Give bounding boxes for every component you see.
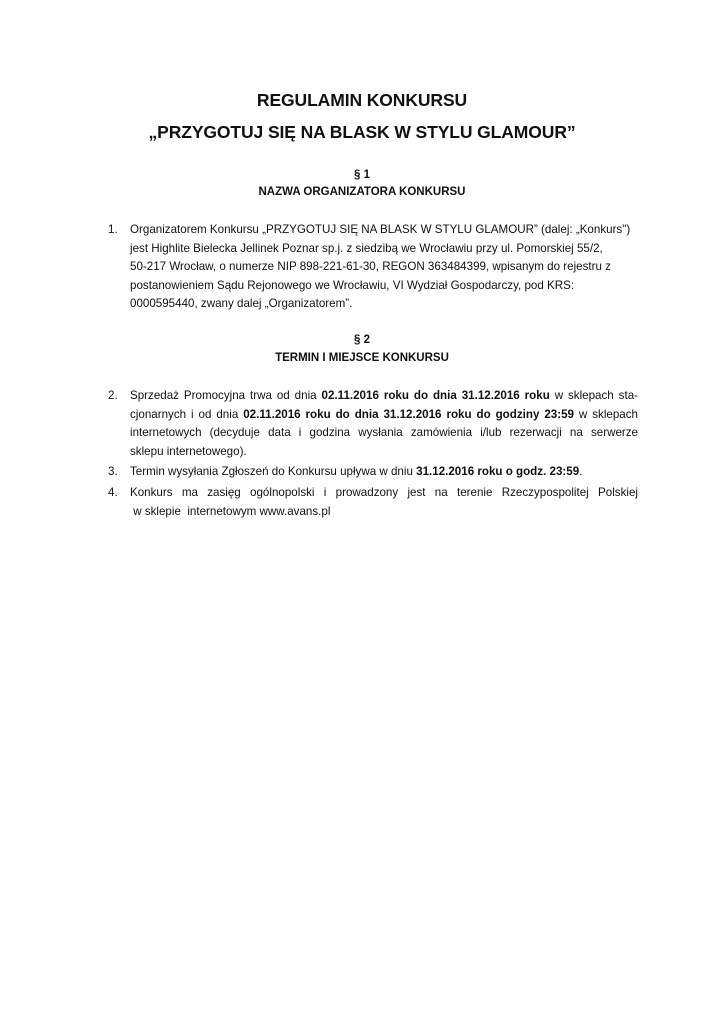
text-line: w sklepie internetowym www.avans.pl (130, 504, 331, 518)
list-item-number: 1. (108, 223, 118, 236)
section-2-heading: TERMIN I MIEJSCE KONKURSU (275, 352, 449, 364)
text-line: cjonarnych i od dnia 02.11.2016 roku do dnia 31.12.2016 roku do godziny 23:59 w sklepach (130, 407, 638, 421)
section-1-heading: NAZWA ORGANIZATORA KONKURSU (258, 186, 466, 198)
text-line: Konkurs ma zasięg ogólnopolski i prowadzony jest na terenie Rzeczypospolitej Polskiej (130, 486, 638, 499)
text-line: jest Highlite Bielecka Jellinek Poznar sp.j. z siedzibą we Wrocławiu przy ul. Pomorskiej 55/2, (130, 241, 603, 255)
list-item-text (130, 387, 638, 461)
list-item-number: 2. (108, 389, 118, 402)
list-item-text (130, 484, 638, 521)
document-title: REGULAMIN KONKURSU (256, 90, 468, 110)
section-2-number: § 2 (354, 334, 370, 346)
text-line: 50-217 Wrocław, o numerze NIP 898-221-61-30, REGON 363484399, wpisanym do rejestru z (130, 260, 611, 274)
list-item-number: 4. (108, 486, 118, 499)
text-line: Termin wysyłania Zgłoszeń do Konkursu upływa w dniu 31.12.2016 roku o godz. 23:59. (130, 465, 583, 478)
text-line: Organizatorem Konkursu „PRZYGOTUJ SIĘ NA BLASK W STYLU GLAMOUR” (dalej: „Konkurs") (130, 223, 631, 236)
text-line: Sprzedaż Promocyjna trwa od dnia 02.11.2016 roku do dnia 31.12.2016 roku w sklepach sta- (130, 389, 639, 402)
text-line: postanowieniem Sądu Rejonowego we Wrocławiu, VI Wydział Gospodarczy, pod KRS: (130, 278, 575, 292)
list-item-text (130, 221, 638, 314)
list-item-3 (108, 463, 638, 482)
list-item-4 (108, 484, 638, 521)
list-item-number: 3. (108, 465, 118, 478)
text-line: 0000595440, zwany dalej „Organizatorem”. (130, 297, 353, 311)
list-item-1 (108, 221, 638, 314)
section-1-number: § 1 (354, 169, 370, 181)
text-line: sklepu internetowego). (130, 444, 247, 458)
document-subtitle: „PRZYGOTUJ SIĘ NA BLASK W STYLU GLAMOUR” (148, 122, 576, 142)
list-item-text (130, 463, 638, 482)
list-item-2 (108, 387, 638, 461)
text-line: internetowych (decyduje data i godzina wysłania zamówienia i/lub rezerwacji na serwerze (130, 426, 638, 440)
